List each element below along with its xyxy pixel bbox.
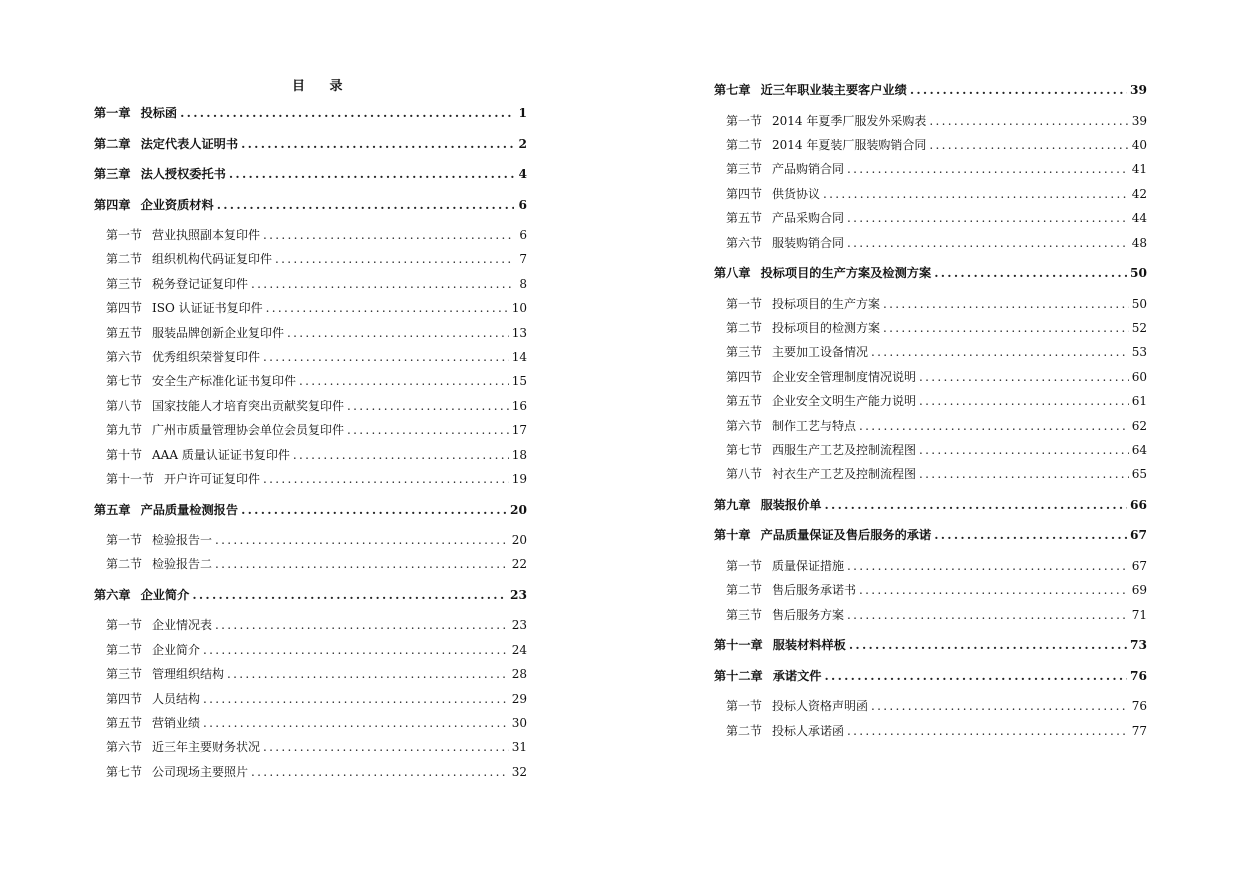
- dot-leader: [919, 467, 1129, 481]
- dot-leader: [263, 740, 509, 754]
- entry-number: 第二节: [106, 557, 143, 572]
- entry-page-number: 29: [511, 691, 527, 706]
- entry-number: 第八章: [714, 266, 751, 280]
- dot-leader: [929, 114, 1128, 128]
- toc-section-entry[interactable]: [726, 110, 1147, 128]
- entry-number: 第七节: [106, 764, 143, 779]
- dot-leader: [241, 503, 507, 517]
- dot-leader: [919, 370, 1129, 384]
- entry-page-number: 16: [511, 398, 527, 413]
- entry-page-number: 60: [1131, 369, 1147, 384]
- entry-title: 投标人资格声明函: [772, 699, 869, 714]
- entry-number: 第三节: [726, 162, 763, 177]
- entry-page-number: 20: [510, 502, 527, 517]
- entry-page-number: 67: [1131, 558, 1147, 573]
- entry-title: 国家技能人才培育突出贡献奖复印件: [152, 398, 345, 413]
- dot-leader: [251, 765, 509, 779]
- entry-number: 第四节: [726, 369, 763, 384]
- dot-leader: [883, 297, 1129, 311]
- dot-leader: [229, 167, 514, 181]
- toc-section-entry[interactable]: [106, 297, 527, 315]
- entry-title: 西服生产工艺及控制流程图: [772, 442, 917, 457]
- entry-title: 企业安全管理制度情况说明: [772, 369, 917, 384]
- entry-number: 第三节: [726, 607, 763, 622]
- toc-chapter-entry[interactable]: [714, 262, 1147, 280]
- entry-title: 管理组织结构: [152, 667, 225, 682]
- entry-number: 第二章: [94, 136, 131, 151]
- toc-section-entry[interactable]: [726, 579, 1147, 597]
- toc-section-entry[interactable]: [106, 529, 527, 547]
- entry-page-number: 65: [1131, 467, 1147, 482]
- entry-page-number: 73: [1130, 638, 1147, 653]
- entry-page-number: 41: [1131, 162, 1147, 177]
- dot-leader: [263, 228, 514, 242]
- toc-section-entry[interactable]: [106, 419, 527, 437]
- entry-title: 法定代表人证明书: [140, 136, 239, 151]
- entry-page-number: 52: [1131, 320, 1147, 335]
- toc-section-entry[interactable]: [106, 761, 527, 779]
- entry-number: 第五节: [106, 325, 143, 340]
- entry-page-number: 64: [1131, 442, 1147, 457]
- dot-leader: [847, 211, 1129, 225]
- toc-chapter-entry[interactable]: [714, 79, 1147, 97]
- entry-title: 2014 年夏装厂服装购销合同: [772, 137, 927, 152]
- entry-title: 质量保证措施: [772, 558, 845, 573]
- entry-page-number: 69: [1131, 583, 1147, 598]
- entry-number: 第十一章: [714, 638, 763, 653]
- toc-section-entry[interactable]: [726, 317, 1147, 335]
- entry-page-number: 53: [1131, 345, 1147, 360]
- entry-number: 第六节: [726, 235, 763, 250]
- entry-page-number: 77: [1131, 723, 1147, 738]
- entry-number: 第八节: [106, 398, 143, 413]
- toc-section-entry[interactable]: [726, 415, 1147, 433]
- toc-section-entry[interactable]: [106, 614, 527, 632]
- entry-number: 第八节: [726, 467, 763, 482]
- entry-page-number: 2: [518, 136, 527, 151]
- dot-leader: [203, 692, 509, 706]
- toc-section-entry[interactable]: [726, 720, 1147, 738]
- entry-page-number: 13: [511, 325, 527, 340]
- entry-number: 第一节: [726, 558, 763, 573]
- entry-page-number: 7: [519, 252, 527, 267]
- entry-page-number: 66: [1130, 497, 1147, 512]
- entry-title: 衬衣生产工艺及控制流程图: [772, 467, 917, 482]
- entry-page-number: 6: [519, 228, 527, 242]
- entry-page-number: 22: [511, 557, 527, 572]
- entry-page-number: 10: [511, 301, 527, 316]
- entry-title: 检验报告一: [152, 533, 213, 547]
- entry-page-number: 61: [1131, 394, 1147, 409]
- entry-page-number: 39: [1131, 113, 1147, 128]
- entry-title: 服装品牌创新企业复印件: [152, 325, 285, 340]
- entry-number: 第三节: [106, 276, 143, 291]
- entry-page-number: 20: [511, 533, 527, 547]
- entry-title: 近三年主要财务状况: [152, 740, 261, 755]
- entry-page-number: 50: [1131, 296, 1147, 311]
- entry-title: 投标项目的生产方案及检测方案: [760, 266, 932, 280]
- entry-title: 法人授权委托书: [140, 167, 226, 181]
- toc-section-entry[interactable]: [106, 688, 527, 706]
- dot-leader: [859, 419, 1129, 433]
- dot-leader: [215, 533, 509, 547]
- toc-section-entry[interactable]: [726, 695, 1147, 713]
- entry-page-number: 24: [511, 642, 527, 657]
- entry-page-number: 14: [511, 350, 527, 364]
- toc-section-entry[interactable]: [106, 370, 527, 388]
- entry-page-number: 18: [511, 447, 527, 462]
- dot-leader: [275, 252, 514, 266]
- dot-leader: [847, 724, 1129, 738]
- entry-title: 安全生产标准化证书复印件: [152, 374, 297, 389]
- dot-leader: [847, 608, 1129, 622]
- entry-number: 第一节: [106, 618, 143, 633]
- entry-number: 第十一节: [106, 472, 155, 486]
- entry-title: 企业安全文明生产能力说明: [772, 394, 917, 409]
- toc-chapter-entry[interactable]: [94, 499, 527, 517]
- dot-leader: [215, 557, 509, 571]
- entry-number: 第一节: [106, 533, 143, 547]
- toc-section-entry[interactable]: [106, 736, 527, 754]
- entry-number: 第四节: [106, 691, 143, 706]
- entry-title: 制作工艺与特点: [772, 418, 857, 433]
- entry-number: 第二节: [726, 137, 763, 152]
- entry-number: 第四章: [94, 197, 131, 212]
- dot-leader: [251, 277, 514, 291]
- dot-leader: [347, 423, 509, 437]
- entry-number: 第三章: [94, 167, 131, 181]
- toc-chapter-entry[interactable]: [94, 102, 527, 120]
- entry-page-number: 17: [511, 423, 527, 438]
- entry-number: 第九章: [714, 497, 751, 512]
- dot-leader: [883, 321, 1129, 335]
- entry-title: 投标函: [140, 106, 178, 120]
- toc-chapter-entry[interactable]: [714, 634, 1147, 652]
- toc-section-entry[interactable]: [726, 293, 1147, 311]
- toc-section-entry[interactable]: [106, 346, 527, 364]
- dot-leader: [910, 83, 1127, 97]
- toc-section-entry[interactable]: [106, 395, 527, 413]
- entry-page-number: 76: [1130, 668, 1147, 683]
- dot-leader: [825, 498, 1128, 512]
- dot-leader: [227, 667, 509, 681]
- toc-section-entry[interactable]: [106, 663, 527, 681]
- entry-page-number: 23: [510, 587, 527, 602]
- toc-section-entry[interactable]: [726, 158, 1147, 176]
- entry-title: 人员结构: [152, 691, 201, 706]
- entry-title: 税务登记证复印件: [152, 276, 249, 291]
- entry-title: 主要加工设备情况: [772, 345, 869, 360]
- dot-leader: [934, 528, 1127, 542]
- entry-number: 第五章: [94, 502, 131, 517]
- entry-page-number: 4: [518, 167, 527, 181]
- entry-title: 服装购销合同: [772, 235, 845, 250]
- entry-title: 服装材料样板: [772, 638, 846, 653]
- toc-chapter-entry[interactable]: [714, 494, 1147, 512]
- entry-number: 第四节: [106, 301, 143, 316]
- toc-section-entry[interactable]: [726, 463, 1147, 481]
- entry-title: 供货协议: [772, 186, 821, 201]
- entry-number: 第一节: [726, 113, 763, 128]
- entry-number: 第四节: [726, 186, 763, 201]
- entry-title: 售后服务方案: [772, 607, 845, 622]
- entry-title: 公司现场主要照片: [152, 764, 249, 779]
- entry-page-number: 76: [1131, 699, 1147, 714]
- entry-number: 第五节: [726, 394, 763, 409]
- entry-title: 企业简介: [152, 642, 201, 657]
- toc-section-entry[interactable]: [726, 555, 1147, 573]
- toc-section-entry[interactable]: [726, 341, 1147, 359]
- entry-title: AAA 质量认证证书复印件: [152, 447, 290, 462]
- entry-number: 第一节: [726, 296, 763, 311]
- entry-title: 产品采购合同: [772, 211, 845, 226]
- dot-leader: [871, 699, 1129, 713]
- entry-title: 投标人承诺函: [772, 723, 845, 738]
- entry-page-number: 44: [1131, 211, 1147, 226]
- toc-chapter-entry[interactable]: [94, 584, 527, 602]
- entry-page-number: 50: [1130, 266, 1147, 280]
- entry-number: 第七节: [106, 374, 143, 389]
- dot-leader: [929, 138, 1128, 152]
- toc-section-entry[interactable]: [726, 390, 1147, 408]
- entry-page-number: 31: [511, 740, 527, 755]
- dot-leader: [847, 236, 1129, 250]
- entry-number: 第九节: [106, 423, 143, 438]
- toc-section-entry[interactable]: [106, 273, 527, 291]
- entry-page-number: 28: [511, 667, 527, 682]
- entry-title: 承诺文件: [772, 668, 822, 683]
- dot-leader: [847, 559, 1129, 573]
- toc-chapter-entry[interactable]: [714, 524, 1147, 542]
- toc-section-entry[interactable]: [106, 444, 527, 462]
- entry-title: 产品购销合同: [772, 162, 845, 177]
- entry-number: 第一章: [94, 106, 131, 120]
- entry-number: 第六节: [106, 350, 143, 364]
- toc-section-entry[interactable]: [726, 207, 1147, 225]
- dot-leader: [299, 374, 509, 388]
- entry-title: 企业情况表: [152, 618, 213, 633]
- entry-number: 第一节: [726, 699, 763, 714]
- entry-page-number: 8: [519, 276, 527, 291]
- entry-page-number: 30: [511, 716, 527, 730]
- entry-title: 组织机构代码证复印件: [152, 252, 273, 267]
- toc-section-entry[interactable]: [106, 712, 527, 730]
- entry-page-number: 1: [518, 106, 527, 120]
- entry-title: 优秀组织荣誉复印件: [152, 350, 261, 364]
- entry-title: 投标项目的检测方案: [772, 320, 881, 335]
- dot-leader: [263, 472, 509, 486]
- toc-title: 目 录: [292, 79, 353, 94]
- dot-leader: [859, 583, 1129, 597]
- toc-section-entry[interactable]: [726, 232, 1147, 250]
- entry-title: 营销业绩: [152, 716, 201, 730]
- entry-page-number: 32: [511, 764, 527, 779]
- entry-number: 第五节: [726, 211, 763, 226]
- dot-leader: [180, 106, 514, 120]
- entry-number: 第二节: [726, 723, 763, 738]
- dot-leader: [823, 187, 1129, 201]
- dot-leader: [825, 669, 1128, 683]
- entry-page-number: 39: [1130, 83, 1147, 97]
- dot-leader: [263, 350, 509, 364]
- dot-leader: [934, 266, 1127, 280]
- toc-section-entry[interactable]: [726, 183, 1147, 201]
- toc-chapter-entry[interactable]: [94, 194, 527, 212]
- dot-leader: [217, 198, 514, 212]
- toc-section-entry[interactable]: [726, 366, 1147, 384]
- dot-leader: [241, 137, 514, 151]
- dot-leader: [203, 643, 509, 657]
- entry-title: 营业执照副本复印件: [152, 228, 261, 242]
- entry-page-number: 15: [511, 374, 527, 389]
- entry-title: 产品质量检测报告: [140, 502, 239, 517]
- toc-section-entry[interactable]: [106, 224, 527, 242]
- dot-leader: [919, 443, 1129, 457]
- entry-title: 售后服务承诺书: [772, 583, 857, 598]
- dot-leader: [871, 345, 1129, 359]
- toc-section-entry[interactable]: [106, 468, 527, 486]
- dot-leader: [347, 399, 509, 413]
- entry-page-number: 71: [1131, 607, 1147, 622]
- entry-title: 近三年职业装主要客户业绩: [760, 83, 907, 97]
- entry-page-number: 6: [518, 197, 527, 212]
- entry-number: 第六节: [106, 740, 143, 755]
- dot-leader: [293, 448, 509, 462]
- toc-section-entry[interactable]: [726, 439, 1147, 457]
- entry-number: 第十章: [714, 528, 751, 543]
- entry-title: 投标项目的生产方案: [772, 296, 881, 311]
- dot-leader: [919, 394, 1129, 408]
- entry-number: 第一节: [106, 228, 143, 242]
- dot-leader: [192, 588, 507, 602]
- entry-page-number: 48: [1131, 235, 1147, 250]
- dot-leader: [266, 301, 509, 315]
- dot-leader: [203, 716, 509, 730]
- entry-page-number: 40: [1131, 137, 1147, 152]
- entry-number: 第十二章: [714, 668, 763, 683]
- entry-number: 第二节: [726, 320, 763, 335]
- toc-section-entry[interactable]: [726, 134, 1147, 152]
- entry-number: 第二节: [106, 642, 143, 657]
- toc-chapter-entry[interactable]: [94, 133, 527, 151]
- entry-number: 第六章: [94, 587, 131, 602]
- entry-title: 产品质量保证及售后服务的承诺: [760, 528, 932, 543]
- toc-chapter-entry[interactable]: [94, 163, 527, 181]
- toc-chapter-entry[interactable]: [714, 665, 1147, 683]
- entry-page-number: 67: [1130, 528, 1147, 543]
- dot-leader: [849, 638, 1127, 652]
- toc-section-entry[interactable]: [106, 639, 527, 657]
- toc-section-entry[interactable]: [106, 248, 527, 266]
- entry-title: 检验报告二: [152, 557, 213, 572]
- entry-title: 服装报价单: [760, 497, 822, 512]
- entry-number: 第二节: [726, 583, 763, 598]
- entry-number: 第三节: [726, 345, 763, 360]
- entry-number: 第七节: [726, 442, 763, 457]
- toc-section-entry[interactable]: [106, 322, 527, 340]
- entry-number: 第七章: [714, 83, 751, 97]
- entry-title: 企业资质材料: [140, 197, 214, 212]
- entry-title: 企业简介: [140, 587, 190, 602]
- entry-number: 第二节: [106, 252, 143, 267]
- entry-number: 第六节: [726, 418, 763, 433]
- dot-leader: [287, 326, 509, 340]
- entry-number: 第三节: [106, 667, 143, 682]
- entry-page-number: 42: [1131, 186, 1147, 201]
- entry-title: 广州市质量管理协会单位会员复印件: [152, 423, 345, 438]
- entry-page-number: 19: [511, 472, 527, 486]
- toc-section-entry[interactable]: [726, 604, 1147, 622]
- entry-number: 第五节: [106, 716, 143, 730]
- dot-leader: [215, 618, 509, 632]
- entry-number: 第十节: [106, 447, 143, 462]
- entry-page-number: 62: [1131, 418, 1147, 433]
- entry-title: ISO 认证证书复印件: [152, 301, 263, 316]
- entry-title: 开户许可证复印件: [164, 472, 261, 486]
- entry-title: 2014 年夏季厂服发外采购表: [772, 113, 927, 128]
- dot-leader: [847, 162, 1129, 176]
- toc-section-entry[interactable]: [106, 553, 527, 571]
- entry-page-number: 23: [511, 618, 527, 633]
